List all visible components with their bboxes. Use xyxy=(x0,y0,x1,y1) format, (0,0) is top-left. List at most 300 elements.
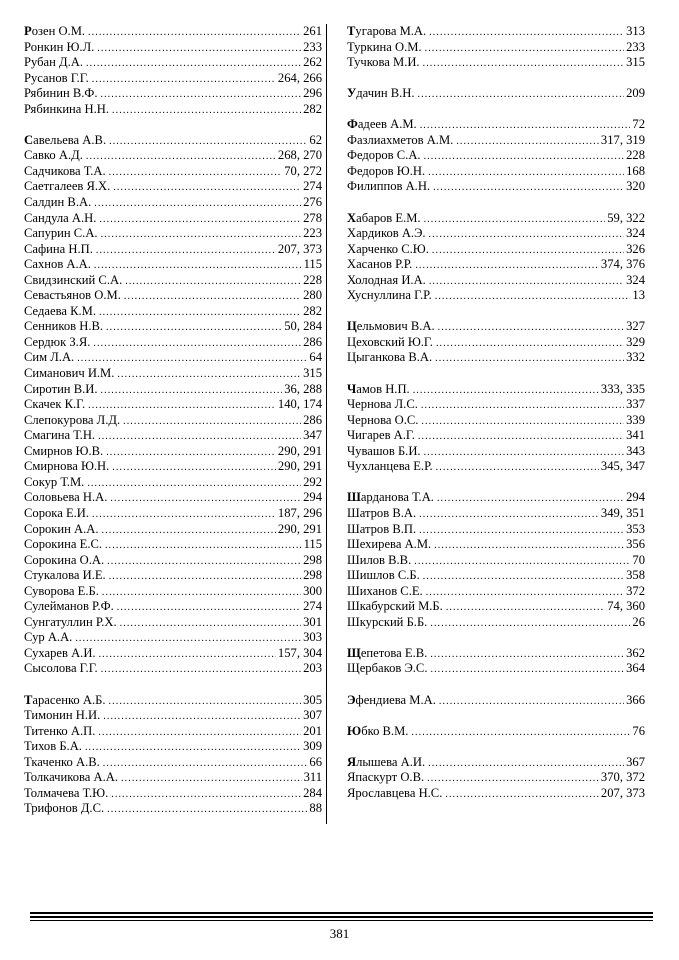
index-entry xyxy=(24,599,326,615)
author-name: Севастьянов О.М. xyxy=(24,288,121,303)
author-name: Смагина Т.Н. xyxy=(24,428,96,443)
index-entry xyxy=(347,553,645,569)
author-name: Сорокина О.А. xyxy=(24,552,105,567)
index-entry xyxy=(24,55,326,71)
page-refs: 261 xyxy=(303,24,322,38)
leader-dots xyxy=(106,445,276,461)
leader-dots xyxy=(123,414,301,430)
page-refs: 326 xyxy=(626,241,645,256)
page-refs: 301 xyxy=(303,614,322,629)
page-refs: 209 xyxy=(626,86,645,101)
index-entry xyxy=(24,382,326,398)
index-entry xyxy=(24,428,326,444)
leader-dots xyxy=(86,56,301,72)
page-refs: 307 xyxy=(303,708,322,723)
author-name: Смирнова Ю.Н. xyxy=(24,459,110,474)
index-entry xyxy=(347,273,645,289)
author-name: Свидзинский С.А. xyxy=(24,272,123,287)
index-entry xyxy=(347,133,645,149)
index-entry xyxy=(347,490,645,506)
author-name: Садчикова Т.А. xyxy=(24,163,106,178)
index-entry xyxy=(24,537,326,553)
page-refs: 327 xyxy=(626,319,645,334)
page-refs: 50, 284 xyxy=(284,319,322,334)
leader-dots xyxy=(120,616,301,632)
page-refs: 115 xyxy=(303,257,322,272)
author-name: Ронкин Ю.Л. xyxy=(24,39,95,54)
page-refs: 290, 291 xyxy=(277,443,322,458)
index-entry xyxy=(347,522,645,538)
leader-dots xyxy=(429,274,624,290)
leader-dots xyxy=(112,460,276,476)
index-entry xyxy=(347,148,645,164)
leader-dots xyxy=(102,523,276,539)
index-entry xyxy=(347,179,645,195)
page-refs: 26 xyxy=(632,614,645,629)
page-refs: 262 xyxy=(303,55,322,70)
author-name: Эфендиева М.А. xyxy=(347,692,436,707)
author-name: Сунгатуллин Р.Х. xyxy=(24,614,117,629)
index-entry xyxy=(24,693,326,709)
leader-dots xyxy=(413,383,599,399)
section-gap xyxy=(347,677,645,693)
leader-dots xyxy=(93,336,301,352)
author-name: Сорокина Е.С. xyxy=(24,537,103,552)
index-entry xyxy=(24,335,326,351)
index-entry xyxy=(24,646,326,662)
leader-dots xyxy=(102,585,301,601)
author-name: Цыганкова В.А. xyxy=(347,350,433,365)
page-refs: 313 xyxy=(626,24,645,38)
index-entry xyxy=(24,708,326,724)
author-name: Хабаров Е.М. xyxy=(347,210,421,225)
leader-dots xyxy=(75,631,301,647)
page-refs: 76 xyxy=(632,723,645,738)
leader-dots xyxy=(437,491,624,507)
author-name: Япаскурт О.В. xyxy=(347,770,425,785)
leader-dots xyxy=(106,320,282,336)
page-refs: 282 xyxy=(303,303,322,318)
page-refs: 347 xyxy=(303,428,322,443)
section-gap xyxy=(24,677,326,693)
index-entry xyxy=(24,553,326,569)
page-refs: 264, 266 xyxy=(277,70,322,85)
page-refs: 278 xyxy=(303,210,322,225)
leader-dots xyxy=(107,554,301,570)
author-name: Юбко В.М. xyxy=(347,723,409,738)
page-refs: 276 xyxy=(303,195,322,210)
leader-dots xyxy=(105,538,302,554)
author-name: Шиханов С.Е. xyxy=(347,583,423,598)
leader-dots xyxy=(125,274,301,290)
author-name: Скачек К.Г. xyxy=(24,397,86,412)
leader-dots xyxy=(112,103,301,119)
leader-dots xyxy=(446,600,605,616)
index-entry xyxy=(24,366,326,382)
page-refs: 298 xyxy=(303,568,322,583)
page-refs: 329 xyxy=(626,334,645,349)
author-name: Харченко С.Ю. xyxy=(347,241,429,256)
index-entry xyxy=(347,428,645,444)
page-refs: 298 xyxy=(303,552,322,567)
section-gap xyxy=(24,117,326,133)
page-refs: 274 xyxy=(303,179,322,194)
author-name: Чигарев А.Г. xyxy=(347,428,415,443)
author-name: Седаева К.М. xyxy=(24,303,96,318)
index-entry xyxy=(24,319,326,335)
author-name: Туркина О.М. xyxy=(347,39,422,54)
author-name: Соловьева Н.А. xyxy=(24,490,108,505)
page-refs: 286 xyxy=(303,412,322,427)
page-refs: 345, 347 xyxy=(600,459,645,474)
author-name: Сандула А.Н. xyxy=(24,210,97,225)
author-name: Чувашов Б.И. xyxy=(347,443,421,458)
page-refs: 62 xyxy=(309,132,322,147)
page-refs: 320 xyxy=(626,179,645,194)
index-entry xyxy=(347,40,645,56)
leader-dots xyxy=(87,476,301,492)
index-entry xyxy=(347,413,645,429)
index-entry xyxy=(24,413,326,429)
leader-dots xyxy=(124,289,301,305)
page-refs: 311 xyxy=(303,770,322,785)
leader-dots xyxy=(109,694,302,710)
index-entry xyxy=(347,211,645,227)
author-name: Чернова Л.С. xyxy=(347,397,418,412)
index-entry xyxy=(347,584,645,600)
page-refs: 66 xyxy=(309,754,322,769)
index-entry xyxy=(24,568,326,584)
author-name: Ялышева А.И. xyxy=(347,754,426,769)
index-entry xyxy=(24,211,326,227)
author-name: Сахнов А.А. xyxy=(24,257,91,272)
page-refs: 70 xyxy=(632,552,645,567)
author-name: Федоров Ю.Н. xyxy=(347,163,426,178)
index-entry xyxy=(347,459,645,475)
page-refs: 333, 335 xyxy=(600,381,645,396)
section-gap xyxy=(347,739,645,755)
page-refs: 187, 296 xyxy=(277,505,322,520)
page-refs: 59, 322 xyxy=(607,210,645,225)
author-name: Фадеев А.М. xyxy=(347,117,417,132)
section-gap xyxy=(347,475,645,491)
index-entry xyxy=(347,599,645,615)
page-refs: 268, 270 xyxy=(277,148,322,163)
author-name: Рубан Д.А. xyxy=(24,55,84,70)
leader-dots xyxy=(109,165,283,181)
author-name: Чернова О.С. xyxy=(347,412,419,427)
index-entry xyxy=(24,195,326,211)
index-entry xyxy=(347,506,645,522)
leader-dots xyxy=(423,569,624,585)
page-refs: 370, 372 xyxy=(600,770,645,785)
author-name: Саетгалеев Я.Х. xyxy=(24,179,111,194)
index-entry xyxy=(24,584,326,600)
page-refs: 290, 291 xyxy=(277,521,322,536)
leader-dots xyxy=(92,507,276,523)
leader-dots xyxy=(98,429,301,445)
author-name: Сафина Н.П. xyxy=(24,241,93,256)
leader-dots xyxy=(98,725,301,741)
page-number: 381 xyxy=(329,926,350,941)
page-refs: 294 xyxy=(626,490,645,505)
page-refs: 64 xyxy=(309,350,322,365)
index-entry xyxy=(24,102,326,118)
leader-dots xyxy=(420,118,631,134)
index-entry xyxy=(347,537,645,553)
author-name: Ткаченко А.В. xyxy=(24,754,100,769)
leader-dots xyxy=(99,305,301,321)
leader-dots xyxy=(435,351,624,367)
page-refs: 233 xyxy=(303,39,322,54)
index-entry xyxy=(24,801,326,817)
author-name: Шилов В.В. xyxy=(347,552,412,567)
author-name: Фазлиахметов А.М. xyxy=(347,132,454,147)
author-name: Тарасенко А.Б. xyxy=(24,692,106,707)
page-refs: 372 xyxy=(626,583,645,598)
leader-dots xyxy=(109,134,307,150)
author-name: Шатров В.П. xyxy=(347,521,417,536)
leader-dots xyxy=(99,647,276,663)
index-entry xyxy=(24,257,326,273)
page-refs: 115 xyxy=(303,537,322,552)
index-entry xyxy=(347,335,645,351)
leader-dots xyxy=(424,212,606,228)
index-column-right xyxy=(347,24,645,801)
index-entry xyxy=(24,397,326,413)
author-name: Шкурский Б.Б. xyxy=(347,614,428,629)
leader-dots xyxy=(109,569,301,585)
leader-dots xyxy=(430,616,630,632)
page-refs: 305 xyxy=(303,692,322,707)
leader-dots xyxy=(436,336,624,352)
index-entry xyxy=(347,86,645,102)
leader-dots xyxy=(77,351,307,367)
leader-dots xyxy=(424,149,625,165)
section-gap xyxy=(347,304,645,320)
page-refs: 358 xyxy=(626,568,645,583)
leader-dots xyxy=(117,367,301,383)
author-name: Тихов Б.А. xyxy=(24,739,82,754)
author-name: Титенко А.П. xyxy=(24,723,96,738)
page-refs: 207, 373 xyxy=(277,241,322,256)
leader-dots xyxy=(421,414,624,430)
page-refs: 292 xyxy=(303,474,322,489)
index-entry xyxy=(347,724,645,740)
author-name: Щербаков Э.С. xyxy=(347,661,428,676)
index-entry xyxy=(347,786,645,802)
author-name: Удачин В.Н. xyxy=(347,86,415,101)
author-name: Ярославцева Н.С. xyxy=(347,785,443,800)
author-name: Тугарова М.А. xyxy=(347,24,427,38)
author-name: Сур А.А. xyxy=(24,630,73,645)
index-entry xyxy=(24,506,326,522)
index-entry xyxy=(24,179,326,195)
author-name: Цельмович В.А. xyxy=(347,319,435,334)
page-refs: 140, 174 xyxy=(277,397,322,412)
index-entry xyxy=(347,755,645,771)
author-name: Розен О.М. xyxy=(24,24,86,38)
index-entry xyxy=(24,615,326,631)
author-name: Сокур Т.М. xyxy=(24,474,85,489)
leader-dots xyxy=(107,802,307,818)
leader-dots xyxy=(421,398,624,414)
section-gap xyxy=(347,630,645,646)
leader-dots xyxy=(85,740,301,756)
leader-dots xyxy=(429,25,624,41)
author-name: Сорокин А.А. xyxy=(24,521,99,536)
page-refs: 364 xyxy=(626,661,645,676)
leader-dots xyxy=(94,196,301,212)
index-entry xyxy=(347,693,645,709)
index-entry xyxy=(347,257,645,273)
page-refs: 286 xyxy=(303,334,322,349)
footer-rule xyxy=(30,912,653,921)
leader-dots xyxy=(418,429,624,445)
index-entry xyxy=(24,661,326,677)
index-entry xyxy=(24,24,326,40)
author-name: Щепетова Е.В. xyxy=(347,645,428,660)
index-entry xyxy=(24,522,326,538)
leader-dots xyxy=(103,709,301,725)
author-name: Сулейманов Р.Ф. xyxy=(24,599,114,614)
page-refs: 374, 376 xyxy=(600,257,645,272)
author-name: Хасанов Р.Р. xyxy=(347,257,413,272)
author-name: Рябинин В.Ф. xyxy=(24,86,98,101)
index-entry xyxy=(347,288,645,304)
page-refs: 201 xyxy=(303,723,322,738)
leader-dots xyxy=(414,554,630,570)
author-name: Смирнов Ю.В. xyxy=(24,443,104,458)
page-refs: 309 xyxy=(303,739,322,754)
section-gap xyxy=(347,708,645,724)
index-entry xyxy=(24,273,326,289)
leader-dots xyxy=(427,771,599,787)
page-refs: 70, 272 xyxy=(284,163,322,178)
leader-dots xyxy=(88,398,276,414)
page-refs: 317, 319 xyxy=(600,132,645,147)
leader-dots xyxy=(434,538,624,554)
author-name: Чамов Н.П. xyxy=(347,381,410,396)
author-name: Федоров С.А. xyxy=(347,148,421,163)
page-refs: 280 xyxy=(303,288,322,303)
leader-dots xyxy=(111,787,301,803)
leader-dots xyxy=(121,771,302,787)
leader-dots xyxy=(110,491,301,507)
index-entry xyxy=(24,242,326,258)
author-name: Слепокурова Л.Д. xyxy=(24,412,121,427)
index-entry xyxy=(24,459,326,475)
leader-dots xyxy=(415,258,599,274)
page-refs: 324 xyxy=(626,272,645,287)
author-name: Симанович И.М. xyxy=(24,366,115,381)
page-refs: 228 xyxy=(303,272,322,287)
page-refs: 207, 373 xyxy=(600,785,645,800)
author-name: Хардиков А.Э. xyxy=(347,226,426,241)
leader-dots xyxy=(430,662,624,678)
author-name: Чухланцева Е.Р. xyxy=(347,459,433,474)
index-entry xyxy=(347,444,645,460)
index-entry xyxy=(24,475,326,491)
author-name: Шарданова Т.А. xyxy=(347,490,434,505)
index-entry xyxy=(347,55,645,71)
author-name: Сысолова Г.Г. xyxy=(24,661,98,676)
author-name: Сухарев А.И. xyxy=(24,645,96,660)
leader-dots xyxy=(117,600,301,616)
page-refs: 74, 360 xyxy=(607,599,645,614)
author-name: Трифонов Д.С. xyxy=(24,801,105,816)
page-refs: 339 xyxy=(626,412,645,427)
index-entry xyxy=(347,568,645,584)
leader-dots xyxy=(433,180,624,196)
leader-dots xyxy=(438,320,624,336)
page-refs: 203 xyxy=(303,661,322,676)
index-entry xyxy=(347,117,645,133)
index-entry xyxy=(24,288,326,304)
index-entry xyxy=(347,661,645,677)
page-refs: 356 xyxy=(626,537,645,552)
leader-dots xyxy=(96,243,276,259)
page-refs: 168 xyxy=(626,163,645,178)
index-entry xyxy=(347,164,645,180)
index-entry xyxy=(347,770,645,786)
index-entry xyxy=(24,770,326,786)
index-entry xyxy=(347,242,645,258)
author-name: Суворова Е.Б. xyxy=(24,583,99,598)
leader-dots xyxy=(419,523,624,539)
author-name: Тучкова М.И. xyxy=(347,55,420,70)
index-entry xyxy=(347,319,645,335)
leader-dots xyxy=(423,56,625,72)
leader-dots xyxy=(113,180,301,196)
index-column-left xyxy=(24,24,327,824)
page-refs: 228 xyxy=(626,148,645,163)
author-name: Шатров В.А. xyxy=(347,505,417,520)
index-entry xyxy=(24,755,326,771)
leader-dots xyxy=(100,87,301,103)
page-refs: 282 xyxy=(303,101,322,116)
author-name: Рябинкина Н.Н. xyxy=(24,101,110,116)
leader-dots xyxy=(429,227,625,243)
page-refs: 362 xyxy=(626,645,645,660)
leader-dots xyxy=(430,647,624,663)
author-name: Шехирева А.М. xyxy=(347,537,432,552)
page-refs: 294 xyxy=(303,490,322,505)
author-name: Хуснуллина Г.Р. xyxy=(347,288,432,303)
leader-dots xyxy=(103,756,308,772)
leader-dots xyxy=(426,585,624,601)
leader-dots xyxy=(435,289,631,305)
page-refs: 303 xyxy=(303,630,322,645)
page-refs: 36, 288 xyxy=(284,381,322,396)
section-gap xyxy=(347,71,645,87)
author-name: Савко А.Д. xyxy=(24,148,83,163)
leader-dots xyxy=(425,41,625,57)
leader-dots xyxy=(432,243,624,259)
index-entry xyxy=(347,226,645,242)
section-gap xyxy=(347,366,645,382)
author-name: Савельева А.В. xyxy=(24,132,107,147)
page-refs: 296 xyxy=(303,86,322,101)
leader-dots xyxy=(88,25,301,41)
page-refs: 274 xyxy=(303,599,322,614)
index-entry xyxy=(24,133,326,149)
page-refs: 72 xyxy=(632,117,645,132)
index-entry xyxy=(347,615,645,631)
index-entry xyxy=(24,164,326,180)
index-entry xyxy=(347,24,645,40)
leader-dots xyxy=(101,227,302,243)
